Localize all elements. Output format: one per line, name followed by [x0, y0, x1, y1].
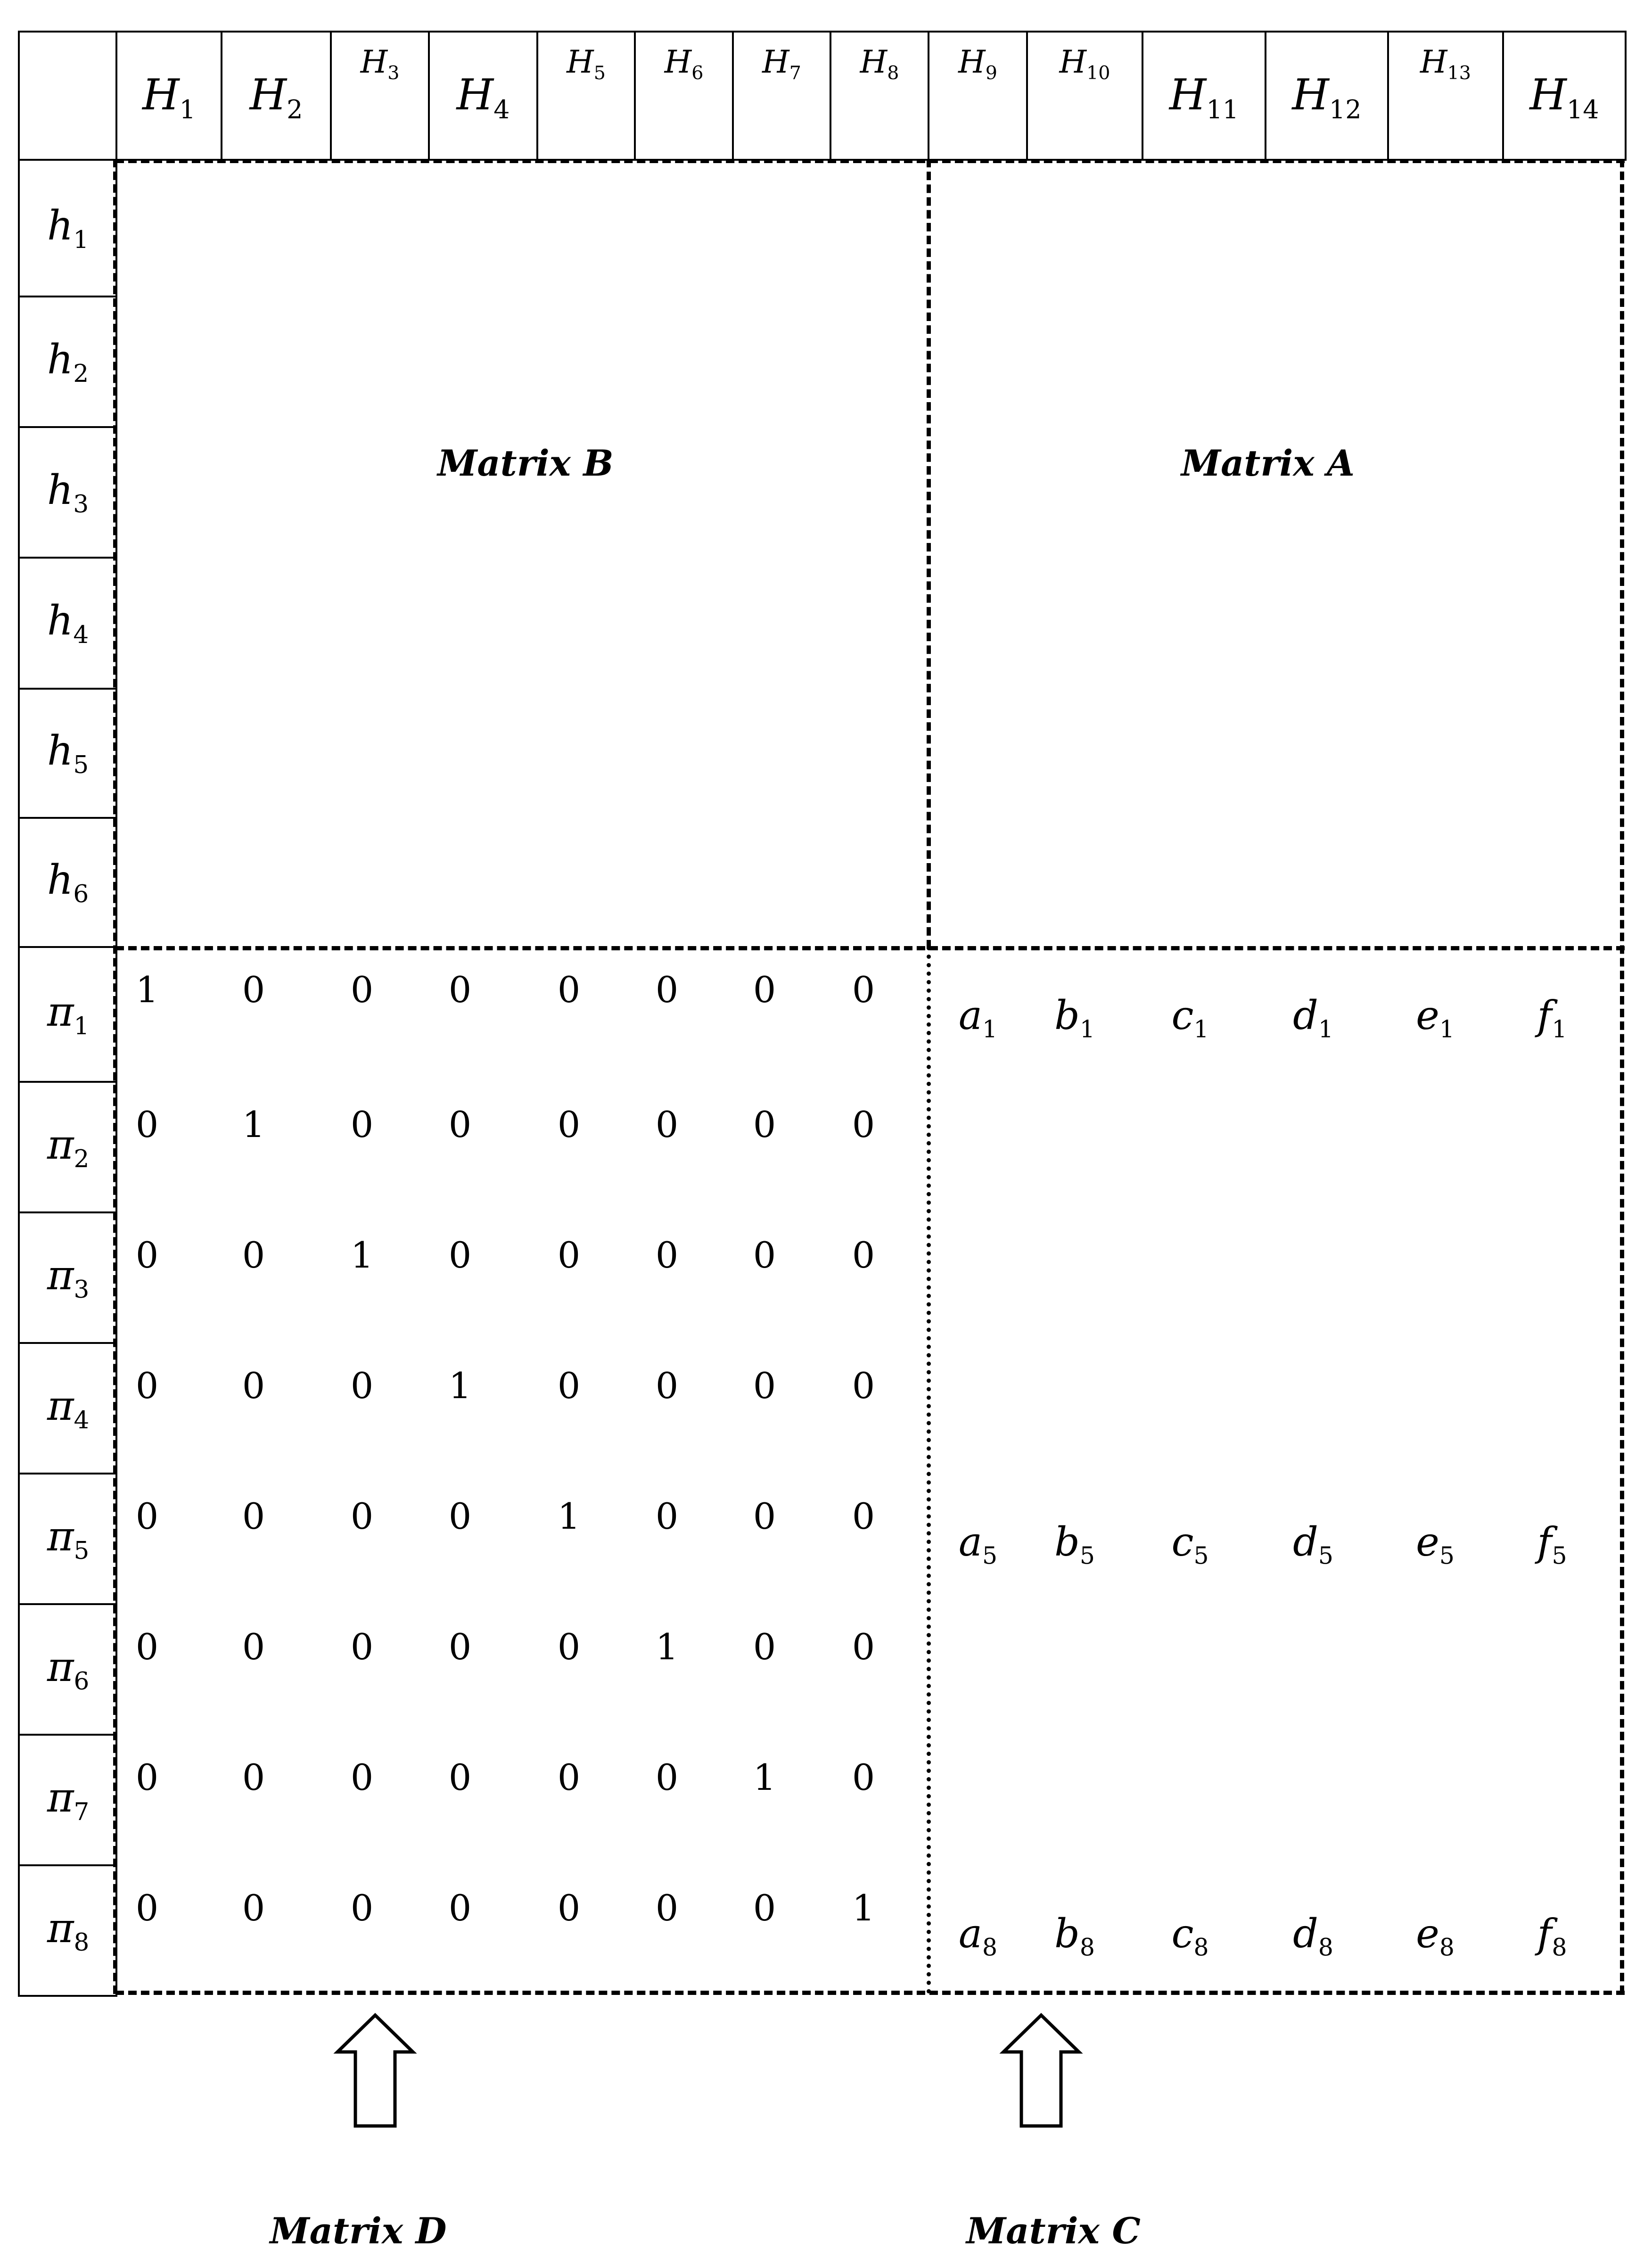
row-letter: h [47, 466, 74, 514]
header-letter: H [1059, 44, 1087, 80]
matrix-d-entry: 1 [242, 1104, 265, 1145]
matrix-d-entry: 0 [448, 1104, 472, 1145]
matrix-d-entry: 0 [557, 1234, 581, 1276]
matrix-d-entry: 0 [448, 1887, 472, 1929]
subscript: 3 [73, 490, 89, 519]
subscript: 5 [1193, 1541, 1209, 1570]
matrix-d-entry: 0 [242, 1495, 265, 1537]
matrix-d-entry: 0 [655, 1104, 679, 1145]
matrix-d-entry: 0 [655, 1365, 679, 1407]
subscript: 5 [593, 62, 606, 84]
subscript: 8 [887, 62, 899, 84]
subscript: 14 [1566, 94, 1599, 124]
subscript: 12 [1329, 94, 1362, 124]
subscript: 5 [73, 751, 89, 780]
row-letter: h [47, 857, 74, 904]
subscript: 8 [1439, 1933, 1455, 1961]
matrix-d-caption: Matrix D [270, 2210, 447, 2252]
subscript: 10 [1086, 62, 1110, 84]
matrix-d-entry: 0 [350, 1756, 374, 1798]
subscript: 13 [1447, 62, 1471, 84]
matrix-d-entry: 0 [135, 1626, 159, 1668]
matrix-d-entry: 0 [135, 1756, 159, 1798]
coefficient-letter: f [1537, 1519, 1552, 1565]
subscript: 5 [1552, 1541, 1567, 1570]
header-letter: H [142, 70, 180, 120]
matrix-d-entry: 1 [135, 969, 159, 1011]
matrix-d-entry: 0 [655, 1756, 679, 1798]
coefficient-letter: a [958, 1519, 983, 1565]
row-letter: π [47, 1513, 74, 1560]
row-letter: π [47, 988, 74, 1036]
matrix-d-entry: 0 [448, 1626, 472, 1668]
matrix-d-entry: 0 [350, 1495, 374, 1537]
subscript: 4 [74, 1406, 90, 1434]
matrix-d-entry: 0 [655, 1495, 679, 1537]
subscript: 3 [387, 62, 400, 84]
matrix-d-entry: 0 [448, 1234, 472, 1276]
matrix-c-caption: Matrix C [966, 2210, 1141, 2252]
subscript: 1 [1193, 1015, 1209, 1043]
matrix-d-entry: 0 [852, 1756, 875, 1798]
header-letter: H [958, 44, 986, 80]
matrix-d-entry: 0 [753, 1365, 776, 1407]
matrix-d-entry: 0 [557, 1104, 581, 1145]
subscript: 8 [1193, 1933, 1209, 1961]
subscript: 9 [985, 62, 997, 84]
row-letter: π [47, 1121, 74, 1169]
subscript: 4 [493, 94, 510, 124]
matrix-d-entry: 0 [135, 1495, 159, 1537]
matrix-d-entry: 0 [242, 1234, 265, 1276]
matrix-d-entry: 0 [753, 1626, 776, 1668]
coefficient-letter: f [1537, 1911, 1552, 1957]
row-letter: h [47, 202, 74, 249]
subscript: 6 [691, 62, 704, 84]
subscript: 5 [1318, 1541, 1333, 1570]
matrix-d-entry: 0 [753, 1495, 776, 1537]
subscript: 2 [287, 94, 303, 124]
matrix-d-entry: 0 [557, 1365, 581, 1407]
matrix-d-entry: 0 [557, 1887, 581, 1929]
matrix-d-entry: 1 [852, 1887, 875, 1929]
subscript: 1 [982, 1015, 998, 1043]
matrix-d-entry: 0 [448, 1756, 472, 1798]
matrix-d-entry: 0 [753, 1104, 776, 1145]
matrix-d-entry: 0 [852, 1234, 875, 1276]
coefficient-letter: d [1293, 1519, 1318, 1565]
row-letter: h [47, 597, 74, 644]
header-letter: H [360, 44, 388, 80]
coefficient-letter: e [1416, 1911, 1439, 1957]
header-letter: H [249, 70, 287, 120]
row-letter: π [47, 1252, 74, 1299]
matrix-b-title: Matrix B [437, 442, 614, 484]
matrix-d-entry: 0 [350, 1626, 374, 1668]
matrix-d-entry: 0 [852, 1365, 875, 1407]
header-letter: H [860, 44, 888, 80]
subscript: 8 [74, 1928, 90, 1957]
matrix-d-entry: 0 [852, 1626, 875, 1668]
matrix-d-entry: 0 [753, 1234, 776, 1276]
matrix-d-entry: 0 [852, 1495, 875, 1537]
matrix-d-entry: 0 [852, 1104, 875, 1145]
header-letter: H [1292, 70, 1329, 120]
up-arrow-icon [337, 2015, 413, 2126]
matrix-d-entry: 0 [350, 1104, 374, 1145]
coefficient-letter: a [958, 1911, 983, 1957]
matrix-d-entry: 0 [242, 1887, 265, 1929]
matrix-d-entry: 0 [753, 969, 776, 1011]
matrix-d-entry: 0 [135, 1365, 159, 1407]
row-letter: π [47, 1774, 74, 1821]
subscript: 7 [74, 1797, 90, 1826]
subscript: 11 [1206, 94, 1239, 124]
subscript: 4 [73, 621, 89, 650]
subscript: 6 [74, 1667, 90, 1696]
matrix-d-entry: 1 [448, 1365, 472, 1407]
subscript: 8 [1079, 1933, 1095, 1961]
coefficient-letter: f [1537, 992, 1552, 1038]
matrix-d-entry: 0 [448, 969, 472, 1011]
header-letter: H [762, 44, 789, 80]
subscript: 8 [982, 1933, 998, 1961]
subscript: 5 [1439, 1541, 1455, 1570]
subscript: 3 [74, 1275, 90, 1304]
header-letter: H [1420, 44, 1447, 80]
matrix-d-entry: 0 [655, 969, 679, 1011]
subscript: 5 [982, 1541, 998, 1570]
row-letter: π [47, 1382, 74, 1430]
matrix-d-entry: 0 [350, 969, 374, 1011]
subscript: 1 [1318, 1015, 1333, 1043]
header-letter: H [1169, 70, 1207, 120]
row-letter: h [47, 336, 74, 383]
subscript: 1 [1439, 1015, 1455, 1043]
subscript: 1 [73, 226, 89, 255]
coefficient-letter: b [1054, 1911, 1080, 1957]
subscript: 7 [789, 62, 801, 84]
coefficient-letter: e [1416, 992, 1439, 1038]
matrix-d-entry: 0 [852, 969, 875, 1011]
coefficient-letter: d [1293, 1911, 1318, 1957]
matrix-d-entry: 0 [242, 1756, 265, 1798]
coefficient-letter: c [1171, 1911, 1194, 1957]
matrix-d-entry: 0 [135, 1234, 159, 1276]
row-letter: π [47, 1643, 74, 1691]
coefficient-letter: b [1054, 992, 1080, 1038]
matrix-d-entry: 1 [753, 1756, 776, 1798]
matrix-d-entry: 0 [350, 1365, 374, 1407]
matrix-d-entry: 0 [557, 1626, 581, 1668]
row-letter: h [47, 727, 74, 774]
header-letter: H [567, 44, 594, 80]
matrix-d-entry: 0 [350, 1887, 374, 1929]
matrix-d-entry: 0 [655, 1887, 679, 1929]
subscript: 8 [1318, 1933, 1333, 1961]
matrix-d-entry: 0 [753, 1887, 776, 1929]
subscript: 6 [73, 880, 89, 909]
subscript: 5 [1079, 1541, 1095, 1570]
matrix-d-entry: 0 [557, 1756, 581, 1798]
matrix-d-entry: 0 [242, 1365, 265, 1407]
header-letter: H [1529, 70, 1567, 120]
subscript: 5 [74, 1536, 90, 1565]
subscript: 8 [1552, 1933, 1567, 1961]
matrix-d-entry: 0 [557, 969, 581, 1011]
coefficient-letter: e [1416, 1519, 1439, 1565]
matrix-d-entry: 0 [242, 969, 265, 1011]
subscript: 2 [74, 1145, 90, 1173]
matrix-a-title: Matrix A [1181, 442, 1355, 484]
coefficient-letter: b [1054, 1519, 1080, 1565]
subscript: 1 [1552, 1015, 1567, 1043]
coefficient-letter: c [1171, 992, 1194, 1038]
header-letter: H [664, 44, 692, 80]
matrix-d-entry: 0 [242, 1626, 265, 1668]
subscript: 1 [179, 94, 196, 124]
matrix-d-entry: 1 [655, 1626, 679, 1668]
matrix-d-entry: 1 [350, 1234, 374, 1276]
row-letter: π [47, 1904, 74, 1952]
subscript: 1 [74, 1012, 90, 1041]
matrix-d-entry: 1 [557, 1495, 581, 1537]
coefficient-letter: d [1293, 992, 1318, 1038]
matrix-d-entry: 0 [655, 1234, 679, 1276]
header-letter: H [456, 70, 494, 120]
subscript: 2 [73, 359, 89, 388]
coefficient-letter: a [958, 992, 983, 1038]
matrix-d-entry: 0 [448, 1495, 472, 1537]
subscript: 1 [1079, 1015, 1095, 1043]
matrix-d-entry: 0 [135, 1104, 159, 1145]
matrix-d-entry: 0 [135, 1887, 159, 1929]
up-arrow-icon [1003, 2015, 1079, 2126]
coefficient-letter: c [1171, 1519, 1194, 1565]
